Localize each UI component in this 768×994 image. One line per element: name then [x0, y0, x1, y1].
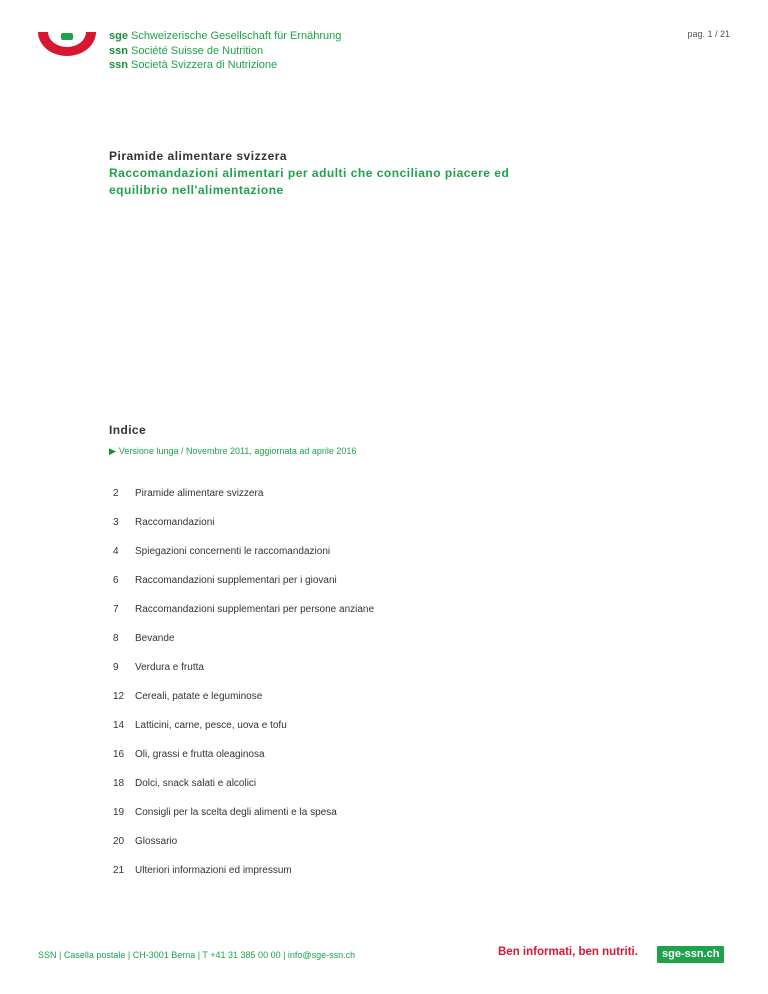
- toc-page-number: 14: [113, 720, 125, 731]
- toc-page-number: 6: [113, 575, 119, 586]
- organization-names: [109, 29, 341, 73]
- toc-heading: Indice: [109, 423, 147, 437]
- toc-entry-label: Consigli per la scelta degli alimenti e la spesa: [135, 807, 337, 818]
- toc-entry[interactable]: [113, 517, 613, 546]
- toc-entry-label: Latticini, carne, pesce, uova e tofu: [135, 720, 287, 731]
- toc-page-number: 18: [113, 778, 125, 789]
- toc-page-number: 7: [113, 604, 119, 615]
- toc-entry[interactable]: [113, 865, 613, 894]
- version-note: ▶ Versione lunga / Novembre 2011, aggiornata ad aprile 2016: [109, 446, 357, 456]
- toc-page-number: 9: [113, 662, 119, 673]
- toc-page-number: 8: [113, 633, 119, 644]
- toc-entry-label: Spiegazioni concernenti le raccomandazioni: [135, 546, 331, 557]
- toc-entry[interactable]: [113, 662, 613, 691]
- toc-page-number: 19: [113, 807, 125, 818]
- toc-page-number: 21: [113, 865, 125, 876]
- toc-entry-label: Cereali, patate e leguminose: [135, 691, 263, 702]
- page-number: pag. 1 / 21: [687, 29, 730, 39]
- title-main: Piramide alimentare svizzera: [109, 149, 288, 163]
- toc-entry[interactable]: [113, 604, 613, 633]
- toc-page-number: 12: [113, 691, 125, 702]
- org-line-it: ssn Società Svizzera di Nutrizione: [109, 59, 278, 71]
- toc-page-number: 16: [113, 749, 125, 760]
- toc-entry[interactable]: [113, 807, 613, 836]
- toc-page-number: 20: [113, 836, 125, 847]
- toc-page-number: 4: [113, 546, 119, 557]
- table-of-contents: [113, 488, 613, 894]
- toc-entry[interactable]: [113, 691, 613, 720]
- toc-entry[interactable]: [113, 778, 613, 807]
- toc-entry-label: Piramide alimentare svizzera: [135, 488, 264, 499]
- toc-entry-label: Raccomandazioni: [135, 517, 215, 528]
- org-line-fr: ssn Société Suisse de Nutrition: [109, 44, 264, 57]
- toc-entry-label: Ulteriori informazioni ed impressum: [135, 865, 292, 876]
- toc-entry[interactable]: [113, 720, 613, 749]
- toc-entry[interactable]: [113, 575, 613, 604]
- document-title: [109, 148, 549, 199]
- org-line-de: sge Schweizerische Gesellschaft für Ernährung: [109, 30, 342, 42]
- toc-entry-label: Dolci, snack salati e alcolici: [135, 778, 257, 789]
- toc-entry[interactable]: [113, 836, 613, 865]
- toc-page-number: 2: [113, 488, 119, 499]
- play-arrow-icon: ▶: [109, 446, 116, 456]
- toc-entry[interactable]: [113, 546, 613, 575]
- toc-entry[interactable]: [113, 749, 613, 778]
- toc-entry-label: Bevande: [135, 633, 175, 644]
- toc-entry[interactable]: [113, 488, 613, 517]
- toc-entry-label: Glossario: [135, 836, 178, 847]
- toc-entry-label: Raccomandazioni supplementari per persone anziane: [135, 604, 375, 615]
- footer-slogan: Ben informati, ben nutriti.: [498, 946, 638, 958]
- toc-page-number: 3: [113, 517, 119, 528]
- toc-entry-label: Oli, grassi e frutta oleaginosa: [135, 749, 265, 760]
- sge-logo-icon: [36, 28, 98, 58]
- website-badge[interactable]: sge-ssn.ch: [657, 946, 724, 963]
- toc-entry[interactable]: [113, 633, 613, 662]
- title-subtitle: Raccomandazioni alimentari per adulti che conciliano piacere ed equilibrio nell'alimentazione: [109, 166, 510, 197]
- toc-entry-label: Verdura e frutta: [135, 662, 204, 673]
- toc-entry-label: Raccomandazioni supplementari per i giovani: [135, 575, 337, 586]
- footer-contact: SSN | Casella postale | CH-3001 Berna | T +41 31 385 00 00 | info@sge-ssn.ch: [38, 950, 356, 960]
